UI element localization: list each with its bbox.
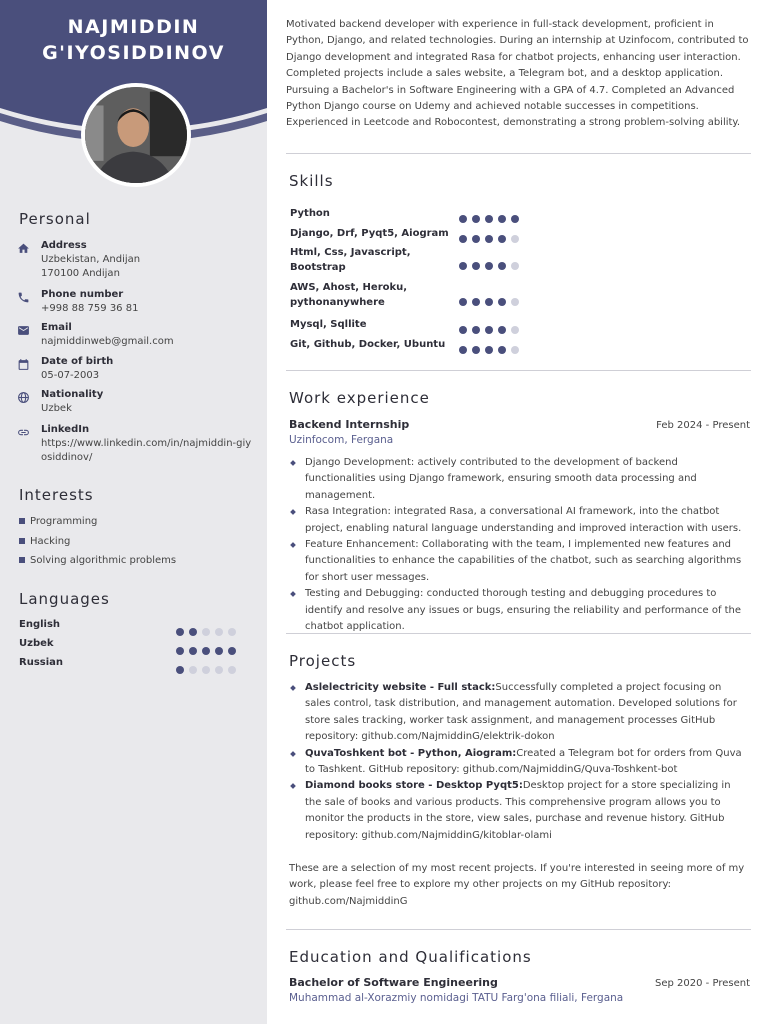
skill-level [459,208,524,227]
filled-dot-icon [472,235,480,243]
filled-dot-icon [498,235,506,243]
interests-title: Interests [19,486,94,504]
filled-dot-icon [472,326,480,334]
skill-row [290,226,530,241]
skill-name: AWS, Ahost, Heroku, pythonanywhere [290,282,408,308]
name-line-1: NAJMIDDIN [67,16,200,38]
projects-note: These are a selection of my most recent projects. If you're interested in seeing more of my work, please feel free to explore my other projects on my GitHub repository: github.com/NajmiddinG [289,863,745,907]
project-item [290,746,750,779]
mail-icon [17,322,31,336]
interest-item: Hacking [19,536,70,547]
personal-email [17,322,257,350]
filled-dot-icon [459,262,467,270]
project-name: QuvaToshkent bot - Python, Aiogram: [305,747,517,759]
skill-level [459,339,524,358]
school-name: Muhammad al-Xorazmiy nomidagi TATU Farg'ona filiali, Fergana [289,992,624,1004]
nationality-value: Uzbek [41,403,72,414]
filled-dot-icon [485,298,493,306]
list-item: Django Development: actively contributed to the development of backend functionalities using Django framework, ensuring smooth data processing and management. [290,455,750,504]
empty-dot-icon [511,326,519,334]
link-icon [17,424,31,438]
dob-label: Date of birth [41,356,114,367]
divider [286,929,751,930]
skill-row [290,317,530,332]
project-item [290,778,750,844]
filled-dot-icon [498,298,506,306]
personal-title: Personal [19,210,91,228]
square-bullet-icon [19,557,25,563]
skill-level [459,291,524,310]
language-name: Uzbek [19,638,54,649]
interest-item: Programming [19,516,97,527]
linkedin-value[interactable]: https://www.linkedin.com/in/najmiddin-giyosiddinov/ [41,438,252,463]
projects-title: Projects [289,652,357,670]
empty-dot-icon [215,666,223,674]
profile-photo [81,83,191,187]
list-item: Testing and Debugging: conducted thorough testing and debugging procedures to identify and resolve any issues or bugs, ensuring the reliability and performance of the chatbot application. [290,586,750,635]
filled-dot-icon [189,647,197,655]
list-item: Feature Enhancement: Collaborating with the team, I implemented new features and functionalities to enhance the capabilities of the chatbot, such as searching algorithms for short user messages. [290,537,750,586]
empty-dot-icon [189,666,197,674]
filled-dot-icon [498,262,506,270]
project-description: Desktop project for a store specializing in the sale of books and various products. This comprehensive program allows you to monitor the products in the store, view sales, purchase and revenue history. GitHub repository: github.com/NajmiddinG/kitoblar-olami [305,780,731,841]
empty-dot-icon [228,628,236,636]
skill-row [290,245,530,275]
filled-dot-icon [176,628,184,636]
filled-dot-icon [459,235,467,243]
empty-dot-icon [511,346,519,354]
empty-dot-icon [228,666,236,674]
filled-dot-icon [498,215,506,223]
language-name: English [19,619,61,630]
empty-dot-icon [511,235,519,243]
skill-name: Html, Css, Javascript, Bootstrap [290,247,411,273]
list-item: Rasa Integration: integrated Rasa, a conversational AI framework, into the chatbot project, enabling natural language understanding and improved interaction with users. [290,504,750,537]
filled-dot-icon [459,298,467,306]
square-bullet-icon [19,518,25,524]
filled-dot-icon [472,298,480,306]
divider [286,370,751,371]
skill-level [459,255,524,274]
language-row [19,619,244,633]
project-description: Created a Telegram bot for orders from Quva to Tashkent. GitHub repository: github.com/NajmiddinG/Quva-Toshkent-bot [305,747,742,776]
language-row [19,638,244,652]
filled-dot-icon [176,647,184,655]
filled-dot-icon [511,215,519,223]
empty-dot-icon [511,262,519,270]
personal-address [17,240,257,282]
dob-value: 05-07-2003 [41,370,100,381]
skill-row [290,337,530,352]
name-line-2: G'IYOSIDDINOV [42,42,225,64]
home-icon [17,240,31,254]
education-date: Sep 2020 - Present [655,978,750,989]
filled-dot-icon [459,346,467,354]
education-title: Education and Qualifications [289,948,532,966]
filled-dot-icon [228,647,236,655]
filled-dot-icon [485,346,493,354]
project-name: Diamond books store - Desktop Pyqt5: [305,780,523,792]
empty-dot-icon [511,298,519,306]
job-title: Backend Internship [289,418,410,431]
filled-dot-icon [189,628,197,636]
skill-name: Python [290,208,330,219]
filled-dot-icon [176,666,184,674]
skill-name: Mysql, Sqllite [290,319,367,330]
filled-dot-icon [459,326,467,334]
empty-dot-icon [202,666,210,674]
filled-dot-icon [202,647,210,655]
nationality-label: Nationality [41,389,104,400]
personal-nationality [17,389,257,417]
filled-dot-icon [485,326,493,334]
job-date: Feb 2024 - Present [656,420,750,431]
email-value: najmiddinweb@gmail.com [41,336,174,347]
globe-icon [17,389,31,403]
address-value: Uzbekistan, Andijan 170100 Andijan [41,254,141,279]
filled-dot-icon [485,215,493,223]
skill-name: Django, Drf, Pyqt5, Aiogram [290,228,449,239]
profile-summary: Motivated backend developer with experience in full-stack development, proficient in Python, Django, and related technologies. During an internship at Uzinfocom, contributed to Django development and integrated Rasa for chatbot projects, enhancing user interaction. Completed projects include a sales website, a Telegram bot, and a desktop application. Pursuing a Bachelor's in Software Engineering with a GPA of 4.7. Completed an Advanced Python Django course on Udemy and achieved notable successes in competitions. Experienced in Leetcode and Robocontest, demonstrating a strong problem-solving ability. [286,19,749,129]
skill-name: Git, Github, Docker, Ubuntu [290,339,446,350]
square-bullet-icon [19,538,25,544]
filled-dot-icon [485,235,493,243]
degree-title: Bachelor of Software Engineering [289,976,498,989]
filled-dot-icon [472,215,480,223]
divider [286,153,751,154]
skills-title: Skills [289,172,334,190]
job-organization: Uzinfocom, Fergana [289,434,394,446]
work-title: Work experience [289,389,430,407]
skill-level [459,319,524,338]
sidebar [0,0,267,1024]
filled-dot-icon [498,346,506,354]
personal-phone [17,289,257,317]
linkedin-label: LinkedIn [41,424,90,435]
personal-linkedin [17,424,257,466]
project-item [290,680,750,746]
languages-title: Languages [19,590,110,608]
filled-dot-icon [459,215,467,223]
empty-dot-icon [202,628,210,636]
filled-dot-icon [472,346,480,354]
project-description: Successfully completed a project focusing on sales control, task distribution, and management automation. Developed solutions for store sales tracking, worker task assignment, and management processes GitHub repository: github.com/NajmiddinG/elektrik-dokon [305,682,737,743]
phone-value: +998 88 759 36 81 [41,303,139,314]
email-label: Email [41,322,72,333]
project-list [290,680,750,844]
filled-dot-icon [215,647,223,655]
phone-label: Phone number [41,289,124,300]
filled-dot-icon [485,262,493,270]
full-name [0,14,267,66]
filled-dot-icon [472,262,480,270]
work-bullets [290,455,750,635]
skill-row [290,280,530,310]
skill-row [290,206,530,221]
empty-dot-icon [215,628,223,636]
project-name: Aslelectricity website - Full stack: [305,682,496,693]
divider [286,633,751,634]
language-level [176,659,241,678]
interest-item: Solving algorithmic problems [19,555,176,566]
calendar-icon [17,356,31,370]
filled-dot-icon [498,326,506,334]
personal-dob [17,356,257,384]
language-row [19,657,244,671]
language-name: Russian [19,657,64,668]
phone-icon [17,289,31,303]
address-label: Address [41,240,87,251]
